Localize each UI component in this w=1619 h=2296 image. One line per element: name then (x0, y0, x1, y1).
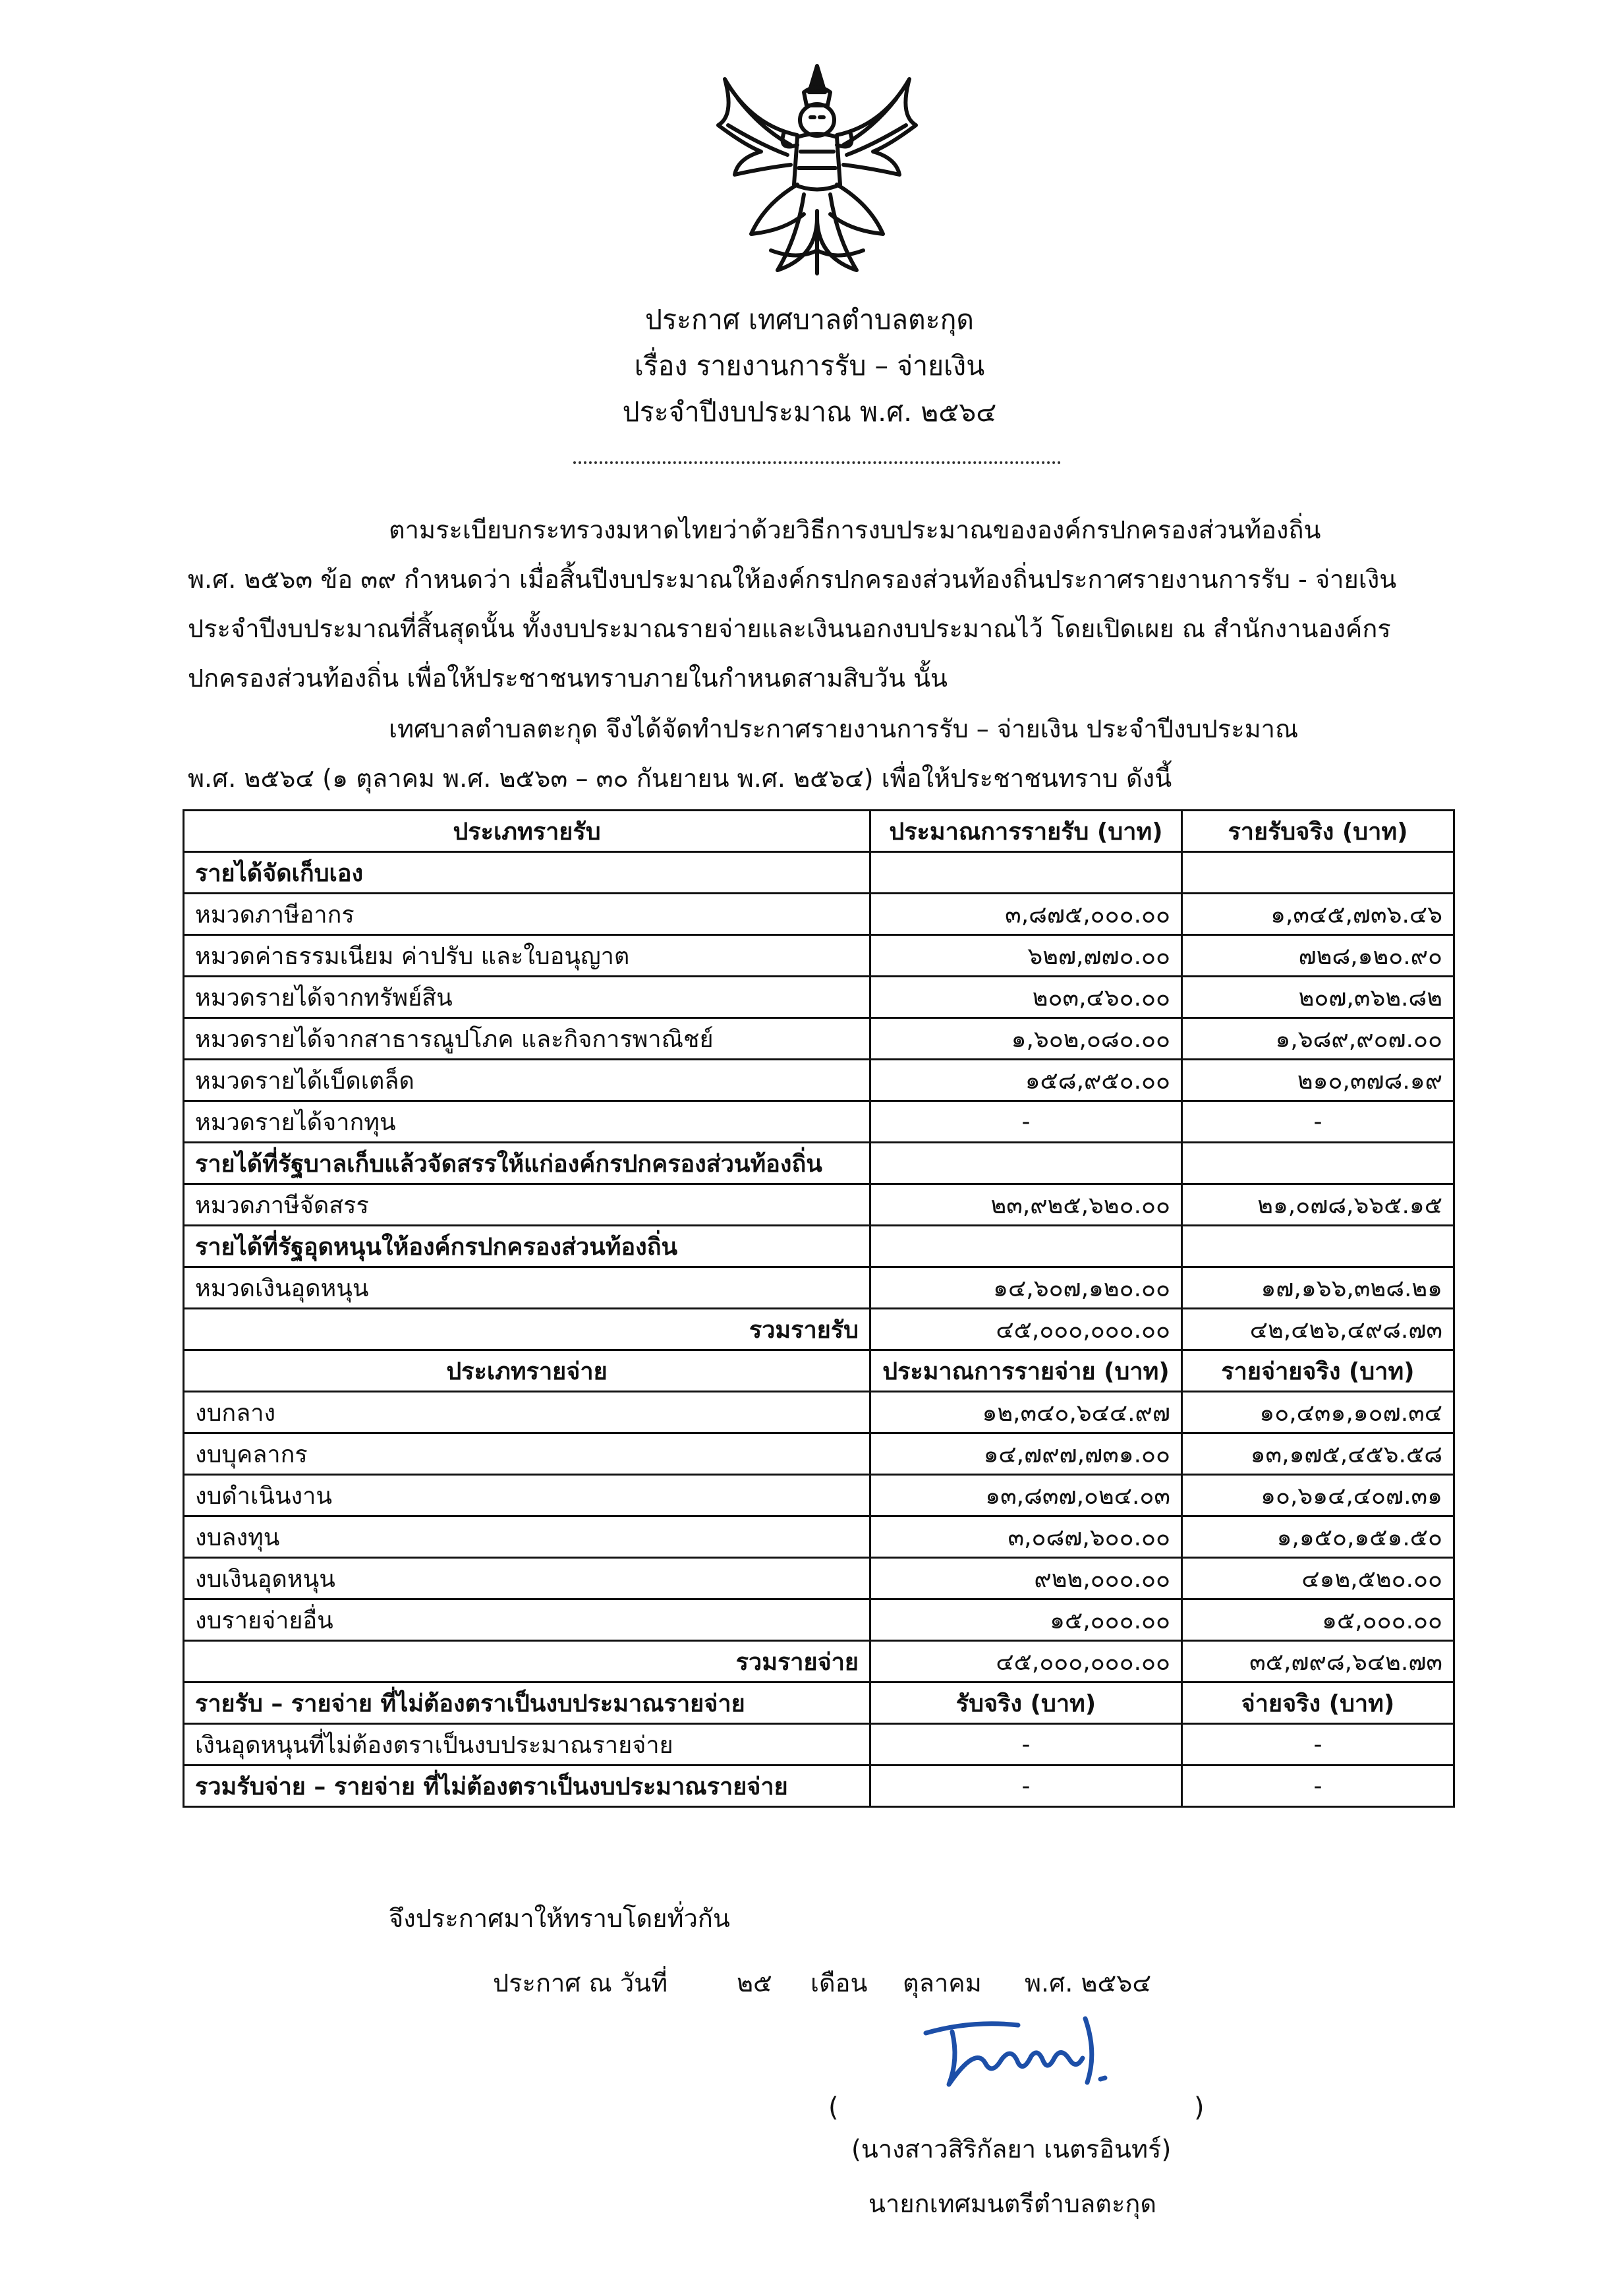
actual-value: ๑,๖๘๙,๙๐๗.๐๐ (1182, 1018, 1454, 1060)
table-row (184, 1724, 1454, 1765)
actual-value: ๑๐,๔๓๑,๑๐๗.๓๔ (1182, 1392, 1454, 1433)
estimate-value: ๒๓,๙๒๕,๖๒๐.๐๐ (870, 1184, 1182, 1226)
row-label: งบรายจ่ายอื่น (184, 1599, 870, 1641)
estimate-value: ๙๒๒,๐๐๐.๐๐ (870, 1558, 1182, 1599)
actual-value: ๒๑๐,๓๗๘.๑๙ (1182, 1060, 1454, 1101)
table-row (184, 935, 1454, 977)
estimate-value: ๓,๐๘๗,๖๐๐.๐๐ (870, 1516, 1182, 1558)
income-total-row (184, 1309, 1454, 1350)
table-row (184, 1267, 1454, 1309)
row-label: งบกลาง (184, 1392, 870, 1433)
signature-paren-open: ( (828, 2092, 839, 2123)
estimate-value: ๑๕,๐๐๐.๐๐ (870, 1599, 1182, 1641)
row-label: หมวดค่าธรรมเนียม ค่าปรับ และใบอนุญาต (184, 935, 870, 977)
table-row (184, 1101, 1454, 1143)
estimate-total: ๔๕,๐๐๐,๐๐๐.๐๐ (870, 1641, 1182, 1682)
actual-total: ๓๕,๗๙๘,๖๔๒.๗๓ (1182, 1641, 1454, 1682)
row-label: งบบุคลากร (184, 1433, 870, 1475)
expense-total-row (184, 1641, 1454, 1682)
row-label: หมวดรายได้จากทรัพย์สิน (184, 977, 870, 1018)
section-row (184, 1226, 1454, 1267)
estimate-value: ๑๓,๘๓๗,๐๒๔.๐๓ (870, 1475, 1182, 1516)
estimate-value: ๑๔,๖๐๗,๑๒๐.๐๐ (870, 1267, 1182, 1309)
section-row (184, 852, 1454, 894)
table-header-cell: ประเภทรายจ่าย (184, 1350, 870, 1392)
table-header-cell: ประมาณการรายจ่าย (บาท) (870, 1350, 1182, 1392)
announce-month: ตุลาคม (903, 1968, 982, 1997)
table-header-cell: รายจ่ายจริง (บาท) (1182, 1350, 1454, 1392)
row-label: หมวดภาษีอากร (184, 894, 870, 935)
table-row (184, 1060, 1454, 1101)
income-header-row (184, 811, 1454, 852)
table-row (184, 1475, 1454, 1516)
notice-title: ประกาศ เทศบาลตำบลตะกุด (644, 304, 975, 335)
estimate-value: ๒๐๓,๔๖๐.๐๐ (870, 977, 1182, 1018)
estimate-value: ๓,๘๗๕,๐๐๐.๐๐ (870, 894, 1182, 935)
closing-notice: จึงประกาศมาให้ทราบโดยทั่วกัน (389, 1904, 730, 1933)
row-label: หมวดเงินอุดหนุน (184, 1267, 870, 1309)
total-label: รวมรายจ่าย (184, 1641, 870, 1682)
received-total: - (870, 1765, 1182, 1807)
estimate-value: ๑๒,๓๔๐,๖๔๔.๙๗ (870, 1392, 1182, 1433)
table-row (184, 1018, 1454, 1060)
table-header-cell: จ่ายจริง (บาท) (1182, 1682, 1454, 1724)
actual-value: - (1182, 1101, 1454, 1143)
announce-day: ๒๕ (737, 1968, 772, 1997)
paragraph-2-line-2: พ.ศ. ๒๕๖๔ (๑ ตุลาคม พ.ศ. ๒๕๖๓ – ๓๐ กันยายน พ.ศ. ๒๕๖๔) เพื่อให้ประชาชนทราบ ดังนี้ (188, 764, 1172, 793)
estimate-value: - (870, 1101, 1182, 1143)
paragraph-1-line-3: ประจำปีงบประมาณที่สิ้นสุดนั้น ทั้งงบประมาณรายจ่ายและเงินนอกงบประมาณไว้ โดยเปิดเผย ณ สำนักงานองค์กร (188, 614, 1391, 643)
table-header-cell: รายรับ – รายจ่าย ที่ไม่ต้องตราเป็นงบประมาณรายจ่าย (184, 1682, 870, 1724)
actual-value: ๒๑,๐๗๘,๖๖๕.๑๕ (1182, 1184, 1454, 1226)
estimate-value: ๑๔,๗๙๗,๗๓๑.๐๐ (870, 1433, 1182, 1475)
row-label: งบเงินอุดหนุน (184, 1558, 870, 1599)
signature-paren-close: ) (1194, 2092, 1205, 2123)
row-label: เงินอุดหนุนที่ไม่ต้องตราเป็นงบประมาณรายจ่าย (184, 1724, 870, 1765)
row-label: หมวดรายได้เบ็ดเตล็ด (184, 1060, 870, 1101)
table-header-cell: รับจริง (บาท) (870, 1682, 1182, 1724)
actual-value: ๒๐๗,๓๖๒.๘๒ (1182, 977, 1454, 1018)
paragraph-1-line-2: พ.ศ. ๒๕๖๓ ข้อ ๓๙ กำหนดว่า เมื่อสิ้นปีงบประมาณให้องค์กรปกครองส่วนท้องถิ่นประกาศรายงานการรับ - จ่ายเงิน (188, 565, 1397, 594)
paragraph-2-line-1: เทศบาลตำบลตะกุด จึงได้จัดทำประกาศรายงานการรับ – จ่ายเงิน ประจำปีงบประมาณ (389, 714, 1299, 743)
row-label: งบลงทุน (184, 1516, 870, 1558)
garuda-emblem (698, 53, 936, 290)
offbudget-total-row (184, 1765, 1454, 1807)
table-row (184, 977, 1454, 1018)
paid-total: - (1182, 1765, 1454, 1807)
section-label-state-subsidy: รายได้ที่รัฐอุดหนุนให้องค์กรปกครองส่วนท้องถิ่น (184, 1226, 870, 1267)
received-value: - (870, 1724, 1182, 1765)
income-expense-table (183, 809, 1455, 1808)
notice-fiscal-year: ประจำปีงบประมาณ พ.ศ. ๒๕๖๔ (622, 396, 997, 428)
table-row (184, 1516, 1454, 1558)
table-row (184, 1392, 1454, 1433)
total-label: รวมรายรับ (184, 1309, 870, 1350)
actual-value: ๑๗,๑๖๖,๓๒๘.๒๑ (1182, 1267, 1454, 1309)
expense-header-row (184, 1350, 1454, 1392)
paid-value: - (1182, 1724, 1454, 1765)
offbudget-header-row (184, 1682, 1454, 1724)
dotted-divider (573, 461, 1061, 464)
table-row (184, 1558, 1454, 1599)
signer-name: (นางสาวสิริกัลยา เนตรอินทร์) (851, 2135, 1172, 2164)
estimate-value: ๖๒๗,๗๗๐.๐๐ (870, 935, 1182, 977)
actual-value: ๑,๓๔๕,๗๓๖.๔๖ (1182, 894, 1454, 935)
announce-year: พ.ศ. ๒๕๖๔ (1025, 1968, 1152, 1997)
actual-value: ๑๓,๑๗๕,๔๕๖.๕๘ (1182, 1433, 1454, 1475)
notice-subject: เรื่อง รายงานการรับ – จ่ายเงิน (634, 350, 985, 382)
estimate-total: ๔๕,๐๐๐,๐๐๐.๐๐ (870, 1309, 1182, 1350)
row-label: หมวดรายได้จากสาธารณูปโภค และกิจการพาณิชย์ (184, 1018, 870, 1060)
table-row (184, 1599, 1454, 1641)
table-row (184, 1433, 1454, 1475)
actual-value: ๗๒๘,๑๒๐.๙๐ (1182, 935, 1454, 977)
section-row (184, 1143, 1454, 1184)
actual-value: ๔๑๒,๕๒๐.๐๐ (1182, 1558, 1454, 1599)
estimate-value: ๑๕๘,๙๕๐.๐๐ (870, 1060, 1182, 1101)
actual-value: ๑,๑๕๐,๑๕๑.๕๐ (1182, 1516, 1454, 1558)
table-row (184, 894, 1454, 935)
announce-date-label: ประกาศ ณ วันที่ (493, 1968, 668, 1997)
table-header-cell: รายรับจริง (บาท) (1182, 811, 1454, 852)
signer-title: นายกเทศมนตรีตำบลตะกุด (868, 2189, 1157, 2218)
actual-value: ๑๕,๐๐๐.๐๐ (1182, 1599, 1454, 1641)
signature (913, 2007, 1130, 2099)
actual-value: ๑๐,๖๑๔,๔๐๗.๓๑ (1182, 1475, 1454, 1516)
row-label: งบดำเนินงาน (184, 1475, 870, 1516)
table-header-cell: ประเภทรายรับ (184, 811, 870, 852)
paragraph-1-line-4: ปกครองส่วนท้องถิ่น เพื่อให้ประชาชนทราบภายในกำหนดสามสิบวัน นั้น (188, 664, 948, 693)
row-label: หมวดภาษีจัดสรร (184, 1184, 870, 1226)
row-label: หมวดรายได้จากทุน (184, 1101, 870, 1143)
total-label: รวมรับจ่าย – รายจ่าย ที่ไม่ต้องตราเป็นงบประมาณรายจ่าย (184, 1765, 870, 1807)
estimate-value: ๑,๖๐๒,๐๘๐.๐๐ (870, 1018, 1182, 1060)
paragraph-1-line-1: ตามระเบียบกระทรวงมหาดไทยว่าด้วยวิธีการงบประมาณขององค์กรปกครองส่วนท้องถิ่น (389, 515, 1321, 544)
actual-total: ๔๒,๔๒๖,๔๙๘.๗๓ (1182, 1309, 1454, 1350)
section-label-own-revenue: รายได้จัดเก็บเอง (184, 852, 870, 894)
announce-month-label: เดือน (810, 1968, 868, 1997)
section-label-state-allocated: รายได้ที่รัฐบาลเก็บแล้วจัดสรรให้แก่องค์กรปกครองส่วนท้องถิ่น (184, 1143, 870, 1184)
table-row (184, 1184, 1454, 1226)
table-header-cell: ประมาณการรายรับ (บาท) (870, 811, 1182, 852)
